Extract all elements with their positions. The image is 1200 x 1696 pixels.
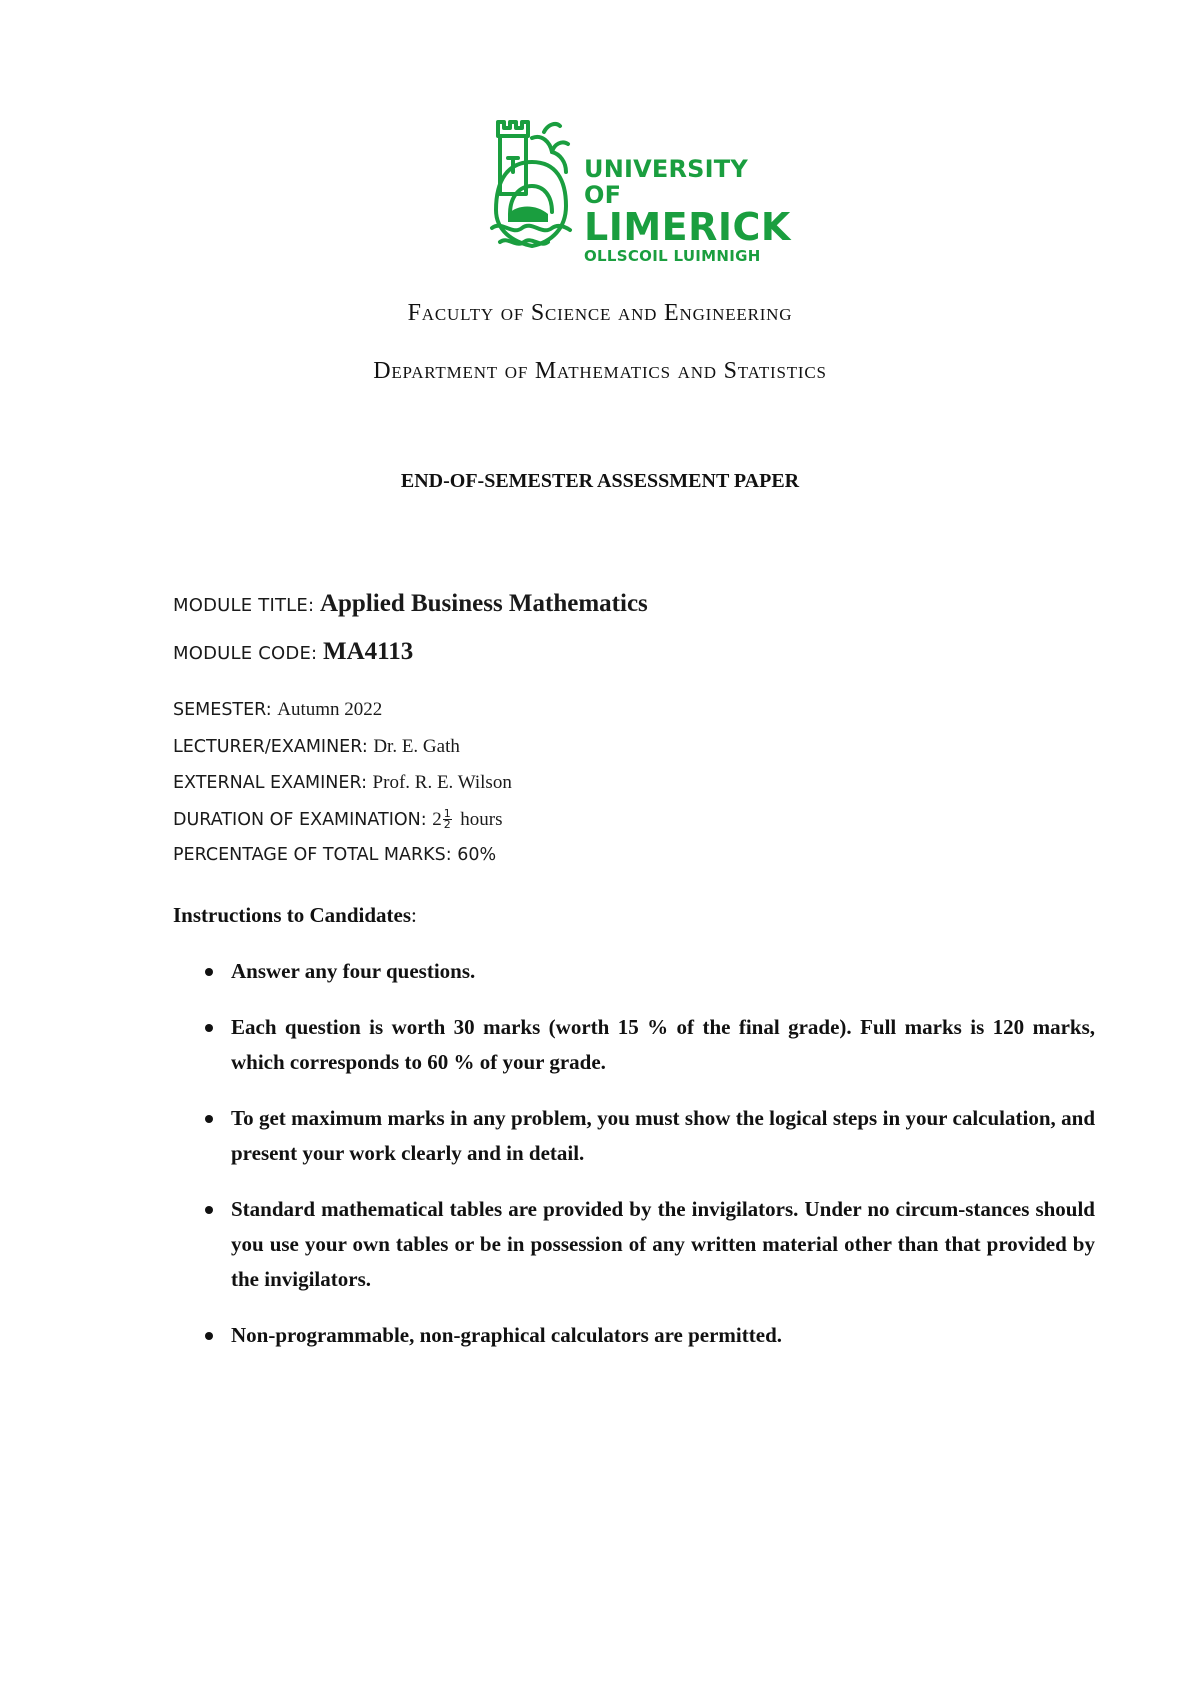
- lecturer-row: [173, 729, 512, 766]
- logo-line-limerick: LIMERICK: [584, 205, 791, 249]
- bullet-icon: [205, 1206, 213, 1214]
- percentage-value: 60%: [457, 845, 497, 865]
- module-title-row: [173, 590, 648, 618]
- duration-label: DURATION OF EXAMINATION:: [173, 809, 427, 830]
- bullet-icon: [205, 1332, 213, 1340]
- module-title-label: MODULE TITLE:: [173, 595, 315, 616]
- module-code-value: MA4113: [323, 638, 414, 665]
- external-examiner-label: EXTERNAL EXAMINER:: [173, 773, 367, 793]
- instructions-heading-colon: :: [411, 903, 417, 927]
- university-logo: [488, 118, 791, 265]
- lecturer-value: Dr. E. Gath: [373, 735, 460, 757]
- instruction-text: Non-programmable, non-graphical calculators are permitted.: [231, 1323, 782, 1347]
- external-examiner-value: Prof. R. E. Wilson: [372, 772, 512, 793]
- list-item: [205, 954, 1095, 989]
- instruction-text: Each question is worth 30 marks (worth 15 % of the final grade). Full marks is 120 marks, which corresponds to 60 % of your grade.: [231, 1015, 1095, 1074]
- logo-line-university-of: UNIVERSITY OF: [584, 155, 748, 209]
- module-title-value: Applied Business Mathematics: [319, 590, 648, 617]
- logo-line-irish-name: OLLSCOIL LUIMNIGH: [584, 247, 761, 265]
- logo-wordmark: [584, 156, 791, 266]
- module-code-label: MODULE CODE:: [173, 643, 318, 664]
- percentage-label: PERCENTAGE OF TOTAL MARKS:: [173, 845, 452, 865]
- department-heading: Department of Mathematics and Statistics: [373, 358, 827, 384]
- semester-value: Autumn 2022: [277, 699, 383, 720]
- instruction-text: To get maximum marks in any problem, you must show the logical steps in your calculation, and present your work clearly and in detail.: [231, 1106, 1095, 1165]
- lecturer-label: LECTURER/EXAMINER:: [173, 736, 368, 757]
- bullet-icon: [205, 1115, 213, 1123]
- exam-details: [173, 692, 512, 874]
- bullet-icon: [205, 968, 213, 976]
- instructions-list: [205, 954, 1095, 1374]
- castle-stag-crest-icon: [488, 118, 578, 256]
- instructions-heading: [173, 903, 417, 928]
- instructions-heading-text: Instructions to Candidates: [173, 903, 412, 927]
- fraction-numerator: 1: [443, 807, 451, 820]
- duration-whole: 2: [432, 808, 442, 830]
- bullet-icon: [205, 1024, 213, 1032]
- percentage-row: [173, 838, 512, 874]
- faculty-heading: Faculty of Science and Engineering: [407, 300, 793, 326]
- paper-title: END-OF-SEMESTER ASSESSMENT PAPER: [400, 470, 800, 492]
- list-item: [205, 1101, 1095, 1171]
- external-examiner-row: [173, 765, 512, 802]
- module-code-row: [173, 638, 413, 666]
- semester-label: SEMESTER:: [173, 700, 272, 720]
- fraction-denominator: 2: [443, 818, 451, 831]
- list-item: [205, 1192, 1095, 1297]
- duration-row: [173, 802, 512, 839]
- semester-row: [173, 692, 512, 729]
- list-item: [205, 1318, 1095, 1353]
- duration-fraction: [443, 809, 452, 830]
- list-item: [205, 1010, 1095, 1080]
- duration-unit: hours: [460, 808, 503, 830]
- instruction-text: Answer any four questions.: [231, 959, 476, 983]
- instruction-text: Standard mathematical tables are provided by the invigilators. Under no circum-stances should you use your own tables or be in possession of any written material other than that provided by the invigilators.: [231, 1197, 1095, 1291]
